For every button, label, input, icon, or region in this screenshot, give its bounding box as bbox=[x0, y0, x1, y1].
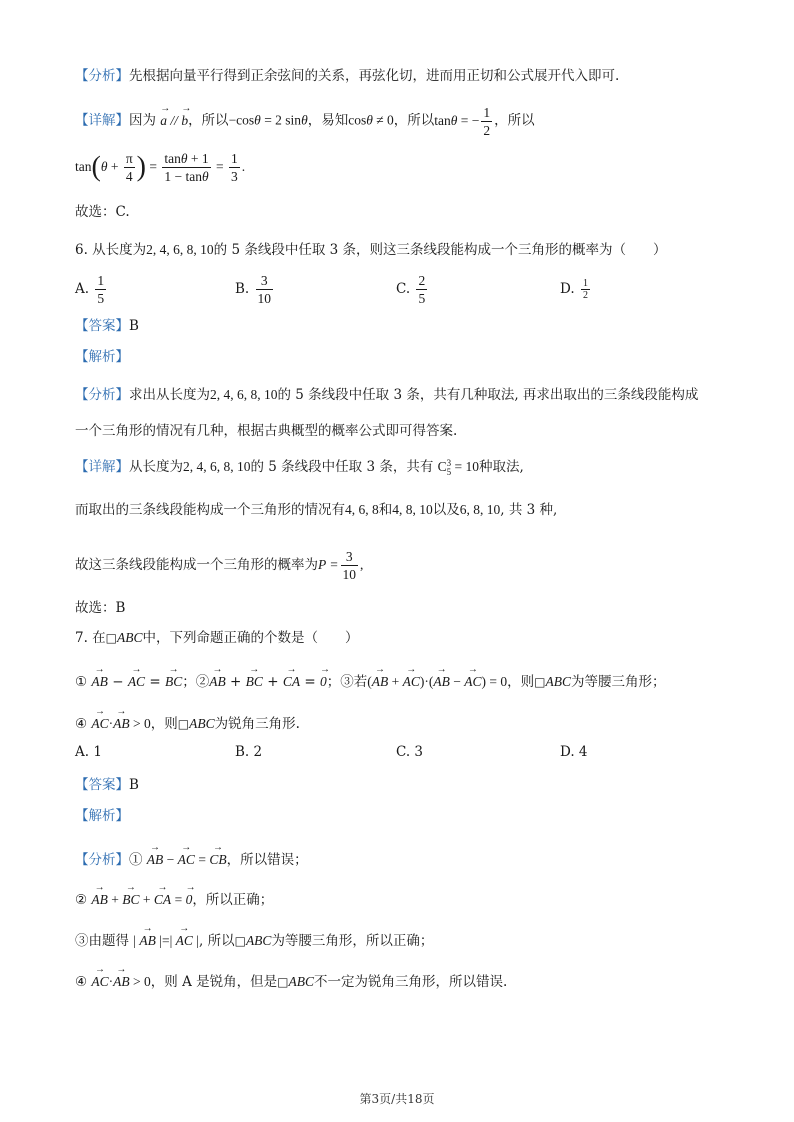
prop4-tail-b: 为锐角三角形. bbox=[214, 716, 300, 732]
q7-analysis-1 bbox=[75, 844, 308, 870]
option-den: 2 bbox=[582, 290, 588, 301]
a2-tail: ，所以正确； bbox=[192, 892, 274, 908]
q6-analysis-nums: 2, 4, 6, 8, 10 bbox=[210, 387, 278, 402]
q7-propositions-2: ④ → AC·→ AB > 0，则□ABC为锐角三角形. bbox=[75, 708, 300, 734]
q6-option-b bbox=[235, 272, 275, 307]
q7-analysis-2 bbox=[75, 884, 273, 910]
q6-detail-line-2 bbox=[75, 500, 557, 520]
a3-mark: ③由题得 bbox=[75, 933, 129, 949]
a4-tail-b: 不一定为锐角三角形，所以错误. bbox=[313, 974, 508, 990]
q6-line3-a: 故这三条线段能构成一个三角形的概率为 bbox=[75, 557, 318, 573]
cos-sin-relation: −cosθ = 2 sinθ bbox=[228, 112, 308, 128]
a2-mark: ② bbox=[75, 892, 88, 908]
q7-answer: B bbox=[129, 777, 139, 793]
triangle-box-icon: □ bbox=[234, 934, 246, 948]
option-den: 5 bbox=[97, 291, 105, 306]
q7-option-c: C. 3 bbox=[396, 744, 424, 760]
prop3-expr: (→ AB + → AC)·(→ AB − → AC) = 0 bbox=[367, 674, 507, 689]
option-letter: A. bbox=[75, 281, 90, 297]
q6-detail-line-3: 故这三条线段能构成一个三角形的概率为P = $\frac{3}{10}$ , bbox=[75, 549, 364, 582]
tan-value: tanθ = − $\frac{1}{2}$ bbox=[434, 105, 491, 138]
q6-detail-line-1 bbox=[75, 457, 524, 477]
q6-detail-nums: 2, 4, 6, 8, 10 bbox=[183, 459, 251, 474]
a3-tail-b: 为等腰三角形，所以正确； bbox=[271, 933, 434, 949]
q6-analysis-b: 的 5 条线段中任取 3 条，共有几种取法, 再求出取出的三条线段能构成 bbox=[277, 387, 699, 403]
q5-detail-a: 因为 bbox=[129, 112, 156, 129]
prop2-expr: → AB + → BC + → CA = → 0 bbox=[209, 674, 327, 690]
triangle-box-icon: □ bbox=[177, 717, 190, 731]
q6-line2-a: 而取出的三条线段能构成一个三角形的情况有 bbox=[75, 502, 345, 518]
q6-answer: B bbox=[129, 318, 139, 334]
q6-option-c bbox=[396, 272, 429, 307]
q7-option-a: A. 1 bbox=[75, 744, 102, 760]
a1-mark: ① bbox=[129, 852, 143, 868]
q6-line2-c: 以及 bbox=[432, 502, 460, 518]
q6-set3: 6, 8, 10 bbox=[459, 502, 501, 517]
prop1-expr: → AB − → AC = → BC bbox=[91, 674, 182, 690]
detail-tag: 【详解】 bbox=[75, 459, 129, 475]
prop4-expr: → AC·→ AB > 0 bbox=[91, 716, 150, 731]
analysis-tag: 【分析】 bbox=[75, 387, 129, 403]
q6-stem-prefix: 6. 从长度为 bbox=[75, 242, 147, 258]
q6-stem-nums: 2, 4, 6, 8, 10 bbox=[146, 242, 214, 257]
q6-analysis-line-2: 一个三角形的情况有几种，根据古典概型的概率公式即可得答案. bbox=[75, 423, 458, 439]
triangle-box-icon: □ bbox=[105, 631, 118, 645]
prob-num: 3 bbox=[341, 548, 359, 566]
q6-analysis-a: 求出从长度为 bbox=[129, 387, 210, 403]
q5-tan-sum-formula: tan(θ + $\frac{\pi}{4}$ ) = $\frac{\tan\theta + 1}{1 - \tan\theta}$ = $\frac{1}{3}$ . bbox=[75, 151, 246, 184]
q5-choice: 故选：C. bbox=[75, 204, 130, 220]
q6-stem-suffix: 的 5 条线段中任取 3 条，则这三条线段能构成一个三角形的概率为（ ） bbox=[213, 242, 667, 258]
q7-stem-c: 中，下列命题正确的个数是（ ） bbox=[142, 630, 359, 646]
a2-expr: → AB + → BC + → CA = → 0 bbox=[91, 892, 192, 907]
q6-line2-b: 和 bbox=[378, 502, 393, 518]
triangle-box-icon: □ bbox=[277, 975, 289, 989]
q6-set2: 4, 8, 10 bbox=[392, 502, 433, 517]
q7-propositions-1: ① → AB − → AC = → BC；②→ AB + → BC + → CA = → 0；③若(→ AB + → AC)·(→ AB − → AC) = 0，则□ABC为等腰三角形； bbox=[75, 666, 665, 692]
analysis-tag: 【分析】 bbox=[75, 852, 129, 868]
option-num: 3 bbox=[256, 272, 274, 290]
cos-nonzero: cosθ ≠ 0 bbox=[348, 112, 394, 128]
q5-detail-c: ，易知 bbox=[307, 112, 349, 129]
a3-tail-a: , 所以 bbox=[199, 933, 235, 949]
q6-set1: 4, 6, 8 bbox=[345, 502, 379, 517]
analysis-tag: 【分析】 bbox=[75, 68, 129, 84]
q6-option-a bbox=[75, 272, 108, 307]
q6-choice: 故选：B bbox=[75, 600, 126, 616]
q6-detail-c: 种取法, bbox=[479, 459, 524, 475]
q7-option-d: D. 4 bbox=[560, 744, 588, 760]
q6-detail-b: 的 5 条线段中任取 3 条，共有 bbox=[250, 459, 434, 475]
a4-tail-a: ，则 A 是锐角，但是 bbox=[150, 974, 278, 990]
option-den: 10 bbox=[257, 291, 272, 306]
a1-tail: ，所以错误； bbox=[226, 852, 308, 868]
prop1-mark: ① bbox=[75, 674, 88, 690]
option-num: 1 bbox=[97, 273, 105, 288]
q6-line2-d: , 共 3 种, bbox=[500, 502, 558, 518]
q6-stem bbox=[75, 240, 667, 260]
comb-sup: 3 bbox=[446, 457, 452, 468]
detail-tag: 【详解】 bbox=[75, 112, 129, 129]
a3-expr: | → AB |=| → AC | bbox=[133, 933, 199, 948]
prop4-tail-a: ，则 bbox=[150, 716, 178, 732]
option-num: 2 bbox=[418, 273, 426, 288]
a4-expr: → AC·→ AB > 0 bbox=[91, 974, 150, 989]
q6-probability-p: P = bbox=[318, 557, 339, 572]
a1-expr: → AB − → AC = → CB bbox=[147, 852, 227, 867]
prob-den: 10 bbox=[342, 567, 356, 582]
page-footer: 第3页/共18页 bbox=[359, 1092, 435, 1106]
q5-analysis-line bbox=[75, 66, 619, 86]
prop3-tail-a: ，则 bbox=[507, 674, 535, 690]
q6-analysis-line-1 bbox=[75, 385, 698, 405]
solution-tag: 【解析】 bbox=[75, 349, 129, 365]
q6-answer-line bbox=[75, 316, 139, 336]
answer-tag: 【答案】 bbox=[75, 777, 129, 793]
vector-parallel-expr: → a // → b bbox=[160, 113, 188, 129]
q7-stem bbox=[75, 628, 359, 648]
q7-answer-line bbox=[75, 775, 139, 795]
prop3-tail-b: 为等腰三角形； bbox=[570, 674, 666, 690]
option-num: 1 bbox=[582, 278, 588, 289]
q7-analysis-3: ③由题得 | → AB |=| → AC |, 所以□ABC为等腰三角形，所以正确； bbox=[75, 925, 433, 951]
option-letter: C. bbox=[396, 281, 411, 297]
prop4-mark: ④ bbox=[75, 716, 88, 732]
comb-c: C bbox=[437, 459, 447, 474]
q5-detail-line bbox=[75, 104, 535, 139]
q6-jiexi-line bbox=[75, 347, 129, 367]
q6-detail-a: 从长度为 bbox=[129, 459, 183, 475]
option-letter: D. bbox=[560, 281, 575, 297]
comb-sub: 5 bbox=[446, 466, 452, 477]
q5-detail-b: ，所以 bbox=[188, 112, 229, 129]
q7-analysis-4: ④ → AC·→ AB > 0，则 A 是锐角，但是□ABC不一定为锐角三角形，所以错误. bbox=[75, 966, 507, 992]
q7-triangle-name: ABC bbox=[117, 630, 143, 645]
q7-stem-a: 7. 在 bbox=[75, 630, 106, 646]
solution-tag: 【解析】 bbox=[75, 808, 129, 824]
q5-detail-e: ，所以 bbox=[494, 112, 535, 129]
combination-expr bbox=[437, 457, 480, 477]
prop3-mark: ；③若 bbox=[326, 674, 368, 690]
q7-jiexi-line bbox=[75, 806, 129, 826]
q5-analysis-text: 先根据向量平行得到正余弦间的关系，再弦化切，进而用正切和公式展开代入即可. bbox=[129, 68, 620, 84]
comb-eq: = 10 bbox=[454, 459, 480, 474]
q6-option-d bbox=[560, 278, 592, 301]
answer-tag: 【答案】 bbox=[75, 318, 129, 334]
a4-mark: ④ bbox=[75, 974, 88, 990]
q7-option-b: B. 2 bbox=[235, 744, 263, 760]
option-den: 5 bbox=[418, 291, 426, 306]
q5-detail-d: ，所以 bbox=[393, 112, 435, 129]
prop2-mark: ；② bbox=[182, 674, 210, 690]
option-letter: B. bbox=[235, 281, 250, 297]
triangle-box-icon: □ bbox=[534, 675, 546, 689]
